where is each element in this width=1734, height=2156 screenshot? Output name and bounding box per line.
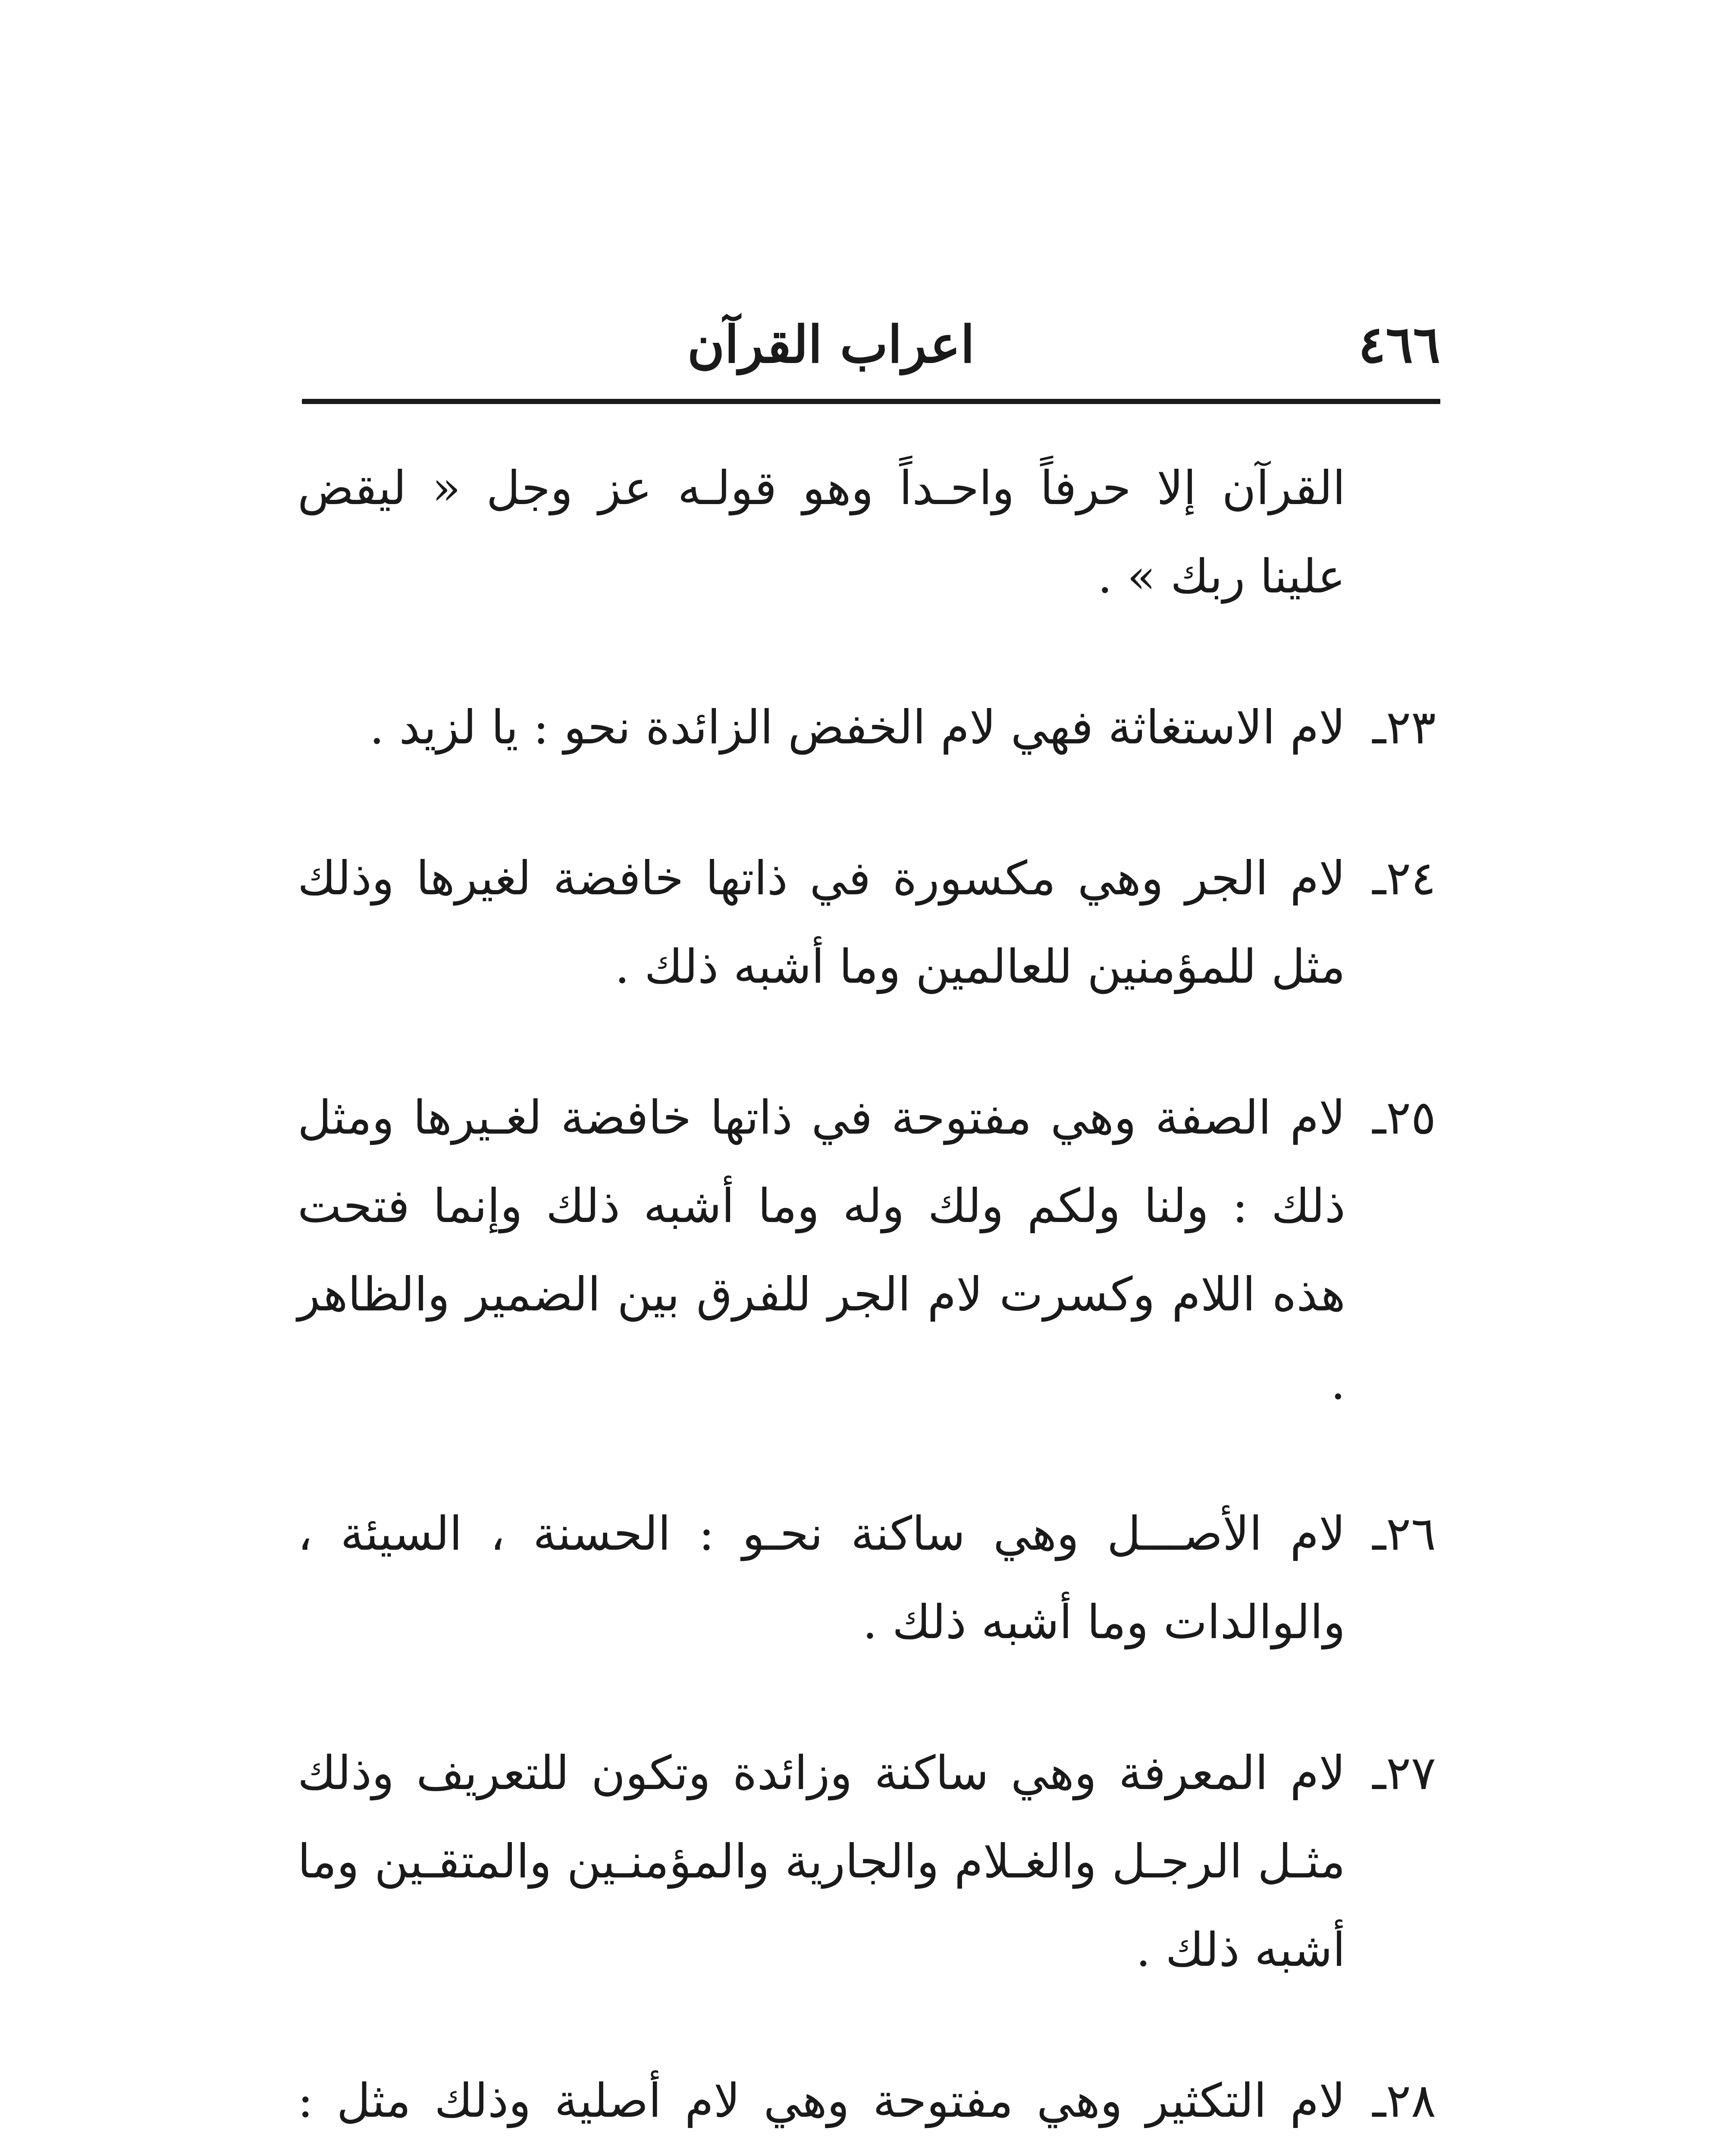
item-number: ٢٤ـ xyxy=(1372,852,1436,906)
item-number: ٢٦ـ xyxy=(1372,1507,1436,1561)
item-text: لام الصفة وهي مفتوحة في ذاتها خافضة لغـيرها ومثل ذلك : ولنا ولكم ولك وله وما أشبه ذلك وإنما فتحت هذه اللام وكسرت لام الجر للفرق بين الضمير والظاهر . xyxy=(298,1091,1345,1410)
item-number: ٢٣ـ xyxy=(1372,701,1436,755)
item-text: لام المعرفة وهي ساكنة وزائدة وتكون للتعريف وذلك مثـل الرجـل والغـلام والجارية والمؤمنـين والمتقـين وما أشبه ذلك . xyxy=(298,1746,1345,1977)
list-item xyxy=(298,2057,1436,2156)
item-text: لام التكثير وهي مفتوحة وهي لام أصلية وذلك مثل : xyxy=(298,2074,1345,2128)
continued-paragraph xyxy=(298,444,1345,621)
body-text xyxy=(298,444,1436,2156)
page-header xyxy=(302,302,1440,388)
item-text: لام الأصـــل وهي ساكنة نحـو : الحسنة ، السيئة ، والوالدات وما أشبه ذلك . xyxy=(298,1507,1345,1649)
header-rule xyxy=(302,399,1440,404)
list-item xyxy=(298,1490,1436,1667)
list-item xyxy=(298,683,1436,772)
list-item xyxy=(298,834,1436,1011)
item-number: ٢٧ـ xyxy=(1372,1746,1436,1800)
running-title: اعراب القرآن xyxy=(687,314,975,374)
list-item xyxy=(298,1074,1436,1427)
item-number: ٢٨ـ xyxy=(1372,2074,1436,2128)
item-text: لام الاستغاثة فهي لام الخفض الزائدة نحو : يا لزيد . xyxy=(369,701,1345,755)
item-text: لام الجر وهي مكسورة في ذاتها خافضة لغيرها وذلك مثل للمؤمنين للعالمين وما أشبه ذلك . xyxy=(298,852,1345,994)
page-number: ٤٦٦ xyxy=(1358,314,1440,374)
paragraph-text: القرآن إلا حرفاً واحـداً وهو قولـه عز وجل « ليقض علينا ربك » . xyxy=(298,461,1345,604)
list-item xyxy=(298,1729,1436,1994)
item-number: ٢٥ـ xyxy=(1372,1091,1436,1145)
